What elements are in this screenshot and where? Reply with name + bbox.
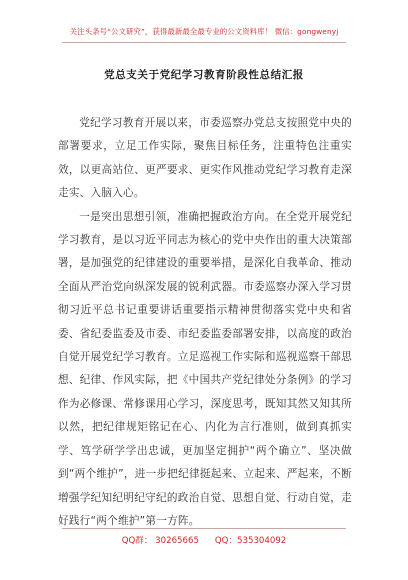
footer-divider xyxy=(62,528,346,529)
promo-banner: 关注头条号“公文研究”，获得最新最全最专业的公文资料库！ 微信：gongwenyj xyxy=(69,27,339,36)
qq-number: QQ：535304092 xyxy=(214,536,287,546)
footer-contact xyxy=(0,534,408,546)
document-body xyxy=(58,112,352,533)
paragraph-section-1: 一是突出思想引领，准确把握政治方向。在全党开展党纪学习教育，是以习近平同志为核心的党中央作出的重大决策部署，是加强党的纪律建设的重要举措，是深化自我革命、推动全面从严治党向纵深发展的锐利武器。市委巡察办深入学习贯彻习近平总书记重要讲话重要指示精神贯彻落实党中央和省委、省纪委监委及市委、市纪委监委部署安排，以高度的政治自觉开展党纪学习教育。立足巡视工作实际和巡视巡察干部思想、纪律、作风实际，把《中国共产党纪律处分条例》的学习作为必修课、常修课用心学习，深度思考，既知其然又知其所以然，把纪律规矩铭记在心、内化为言行准则，做到真抓实学、笃学研学学出忠诚，更加坚定拥护“两个确立”、坚决做到“两个维护”，进一步把纪律挺起来、立起来、严起来，不断增强学纪知纪明纪守纪的政治自觉、思想自觉、行动自觉，走好践行“两个维护”第一方阵。 xyxy=(58,210,352,527)
header-divider xyxy=(62,42,346,43)
qq-group-number: QQ群： 30265665 xyxy=(121,536,199,546)
document-title: 党总支关于党纪学习教育阶段性总结汇报 xyxy=(104,69,304,81)
paragraph-intro: 党纪学习教育开展以来，市委巡察办党总支按照党中央的部署要求，立足工作实际，聚焦目标任务，注重特色注重实效，以更高站位、更严要求、更实作风推动党纪学习教育走深走实、入脑入心。 xyxy=(58,117,352,200)
